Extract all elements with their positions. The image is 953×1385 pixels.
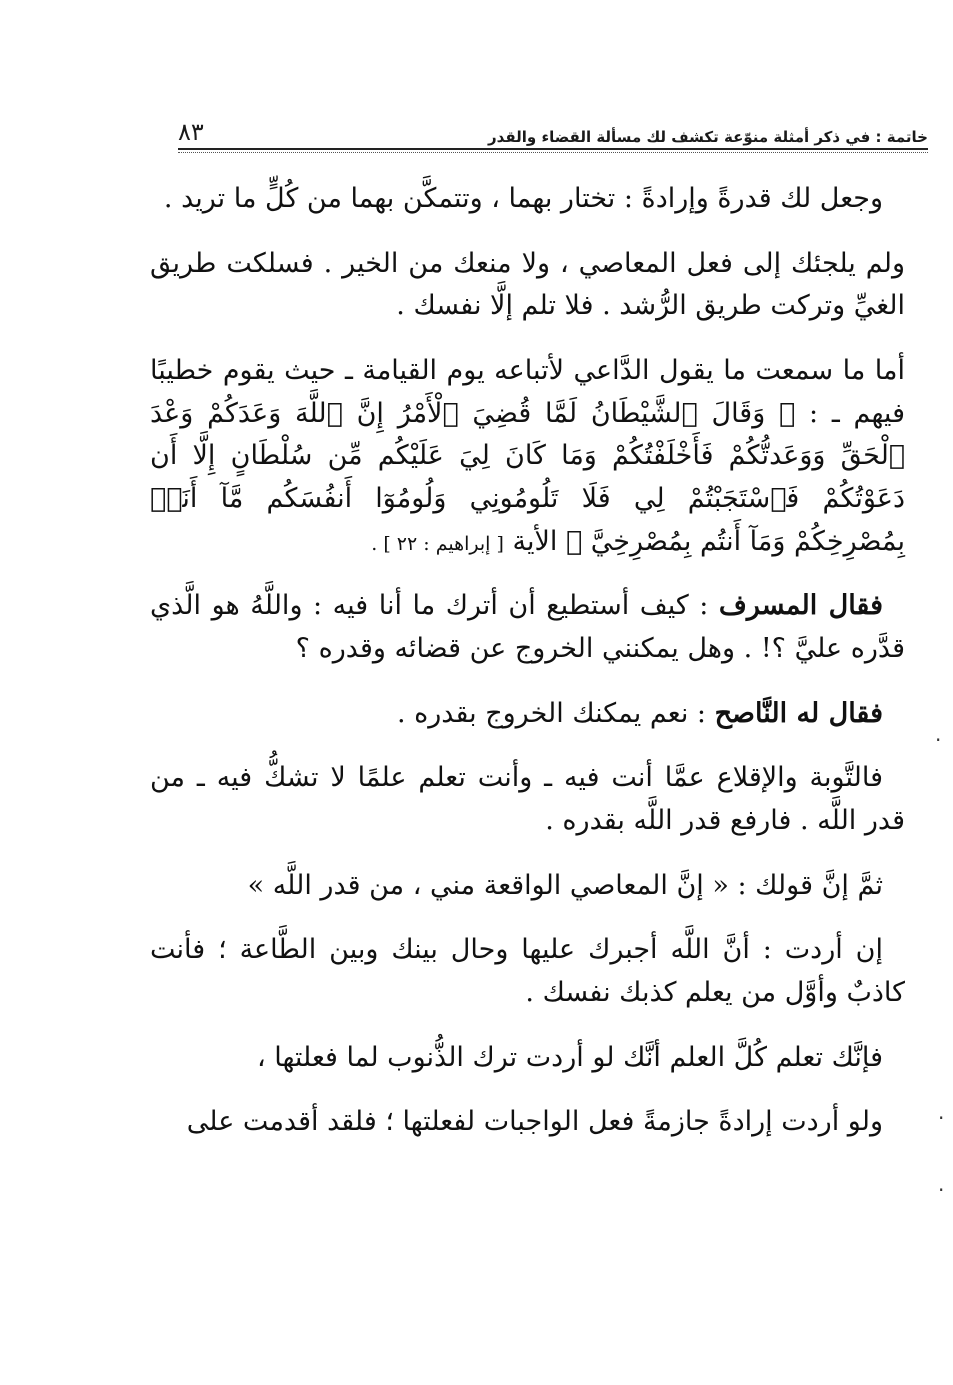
header-rule-dotted (178, 152, 928, 153)
margin-mark: · (938, 1178, 945, 1202)
running-header (178, 112, 928, 146)
paragraph-6: فالتَّوبة والإقلاع عمَّا أنت فيه ـ وأنت تعلم علمًا لا تشكُّ فيه ـ من قدر اللَّه . فارفع قدر اللَّه بقدره . (150, 762, 905, 836)
margin-mark: · (935, 728, 942, 752)
paragraph-2 (150, 243, 905, 328)
verse-reference: [ إبراهيم : ٢٢ ] . (371, 532, 504, 555)
page-body (150, 178, 905, 1166)
paragraph-2-line-1: ولم يلجئك إلى فعل المعاصي ، ولا منعك من الخير . فسلكت طريق الغيِّ (150, 247, 905, 322)
page-number: ٨٣ (178, 118, 204, 146)
paragraph-8: إن أردت : أنَّ اللَّه أجبرك عليها وحال بينك وبين الطَّاعة ؛ فأنت كاذبٌ وأوَّل من يعلم كذبك نفسك . (150, 934, 905, 1008)
chapter-title: خاتمة : في ذكر أمثلة منوّعة تكشف لك مسألة القضاء والقدر (488, 128, 928, 146)
paragraph-10: ولو أردت إرادةً جازمةً فعل الواجبات لفعلتها ؛ فلقد أقدمت على (186, 1106, 883, 1138)
margin-mark: · (938, 1106, 945, 1130)
speaker-nasih: فقال له النَّاصح (714, 697, 883, 729)
paragraph-9: فإنَّك تعلم كُلَّ العلم أنَّك لو أردت ترك الذُّنوب لما فعلتها ، (256, 1041, 883, 1073)
paragraph-4 (150, 585, 905, 670)
paragraph-3-intro: أما ما سمعت ما يقول الدَّاعي لأتباعه يوم القيامة ـ حيث يقوم خطيبًا فيهم ـ : (150, 354, 905, 429)
paragraph-3 (150, 350, 905, 563)
paragraph-1: وجعل لك قدرةً وإرادةً : تختار بهما ، وتتمكَّن بهما من كُلٍّ ما تريد . (163, 183, 883, 214)
header-rule (178, 148, 928, 150)
speaker-musrif: فقال المسرف (718, 590, 883, 622)
ayah-label: الأية (512, 525, 558, 557)
paragraph-5 (150, 693, 905, 736)
paragraph-5-text: : نعم يمكنك الخروج بقدره . (396, 697, 707, 729)
paragraph-7: ثمَّ إنَّ قولك : « إنَّ المعاصي الواقعة مني ، من قدر اللَّه » (247, 869, 883, 901)
quran-verse: ﴿ وَقَالَ ٱلشَّيْطَانُ لَمَّا قُضِيَ ٱلْأَمْرُ إِنَّ ٱللَّهَ وَعَدَكُمْ وَعْدَ ٱلْحَقِّ وَوَعَدتُّكُمْ فَأَخْلَفْتُكُمْ وَمَا كَانَ لِيَ عَلَيْكُم مِّن سُلْطَانٍ إِلَّا أَن دَعَوْتُكُمْ فَٱسْتَجَبْتُمْ لِي فَلَا تَلُومُونِي وَلُومُوٓا أَنفُسَكُم مَّآ أَنَا۠ بِمُصْرِخِكُمْ وَمَآ أَنتُم بِمُصْرِخِيَّ ﴾ (150, 397, 905, 557)
paragraph-2-line-2: وتركت طريق الرُّشد . فلا تلم إلَّا نفسك . (396, 290, 846, 322)
paragraph-4-text: : كيف أستطيع أن أترك ما أنا فيه : واللَّهُ هو الَّذي قدَّره عليَّ ؟! . وهل يمكنني الخروج عن قضائه وقدره ؟ (150, 590, 905, 664)
